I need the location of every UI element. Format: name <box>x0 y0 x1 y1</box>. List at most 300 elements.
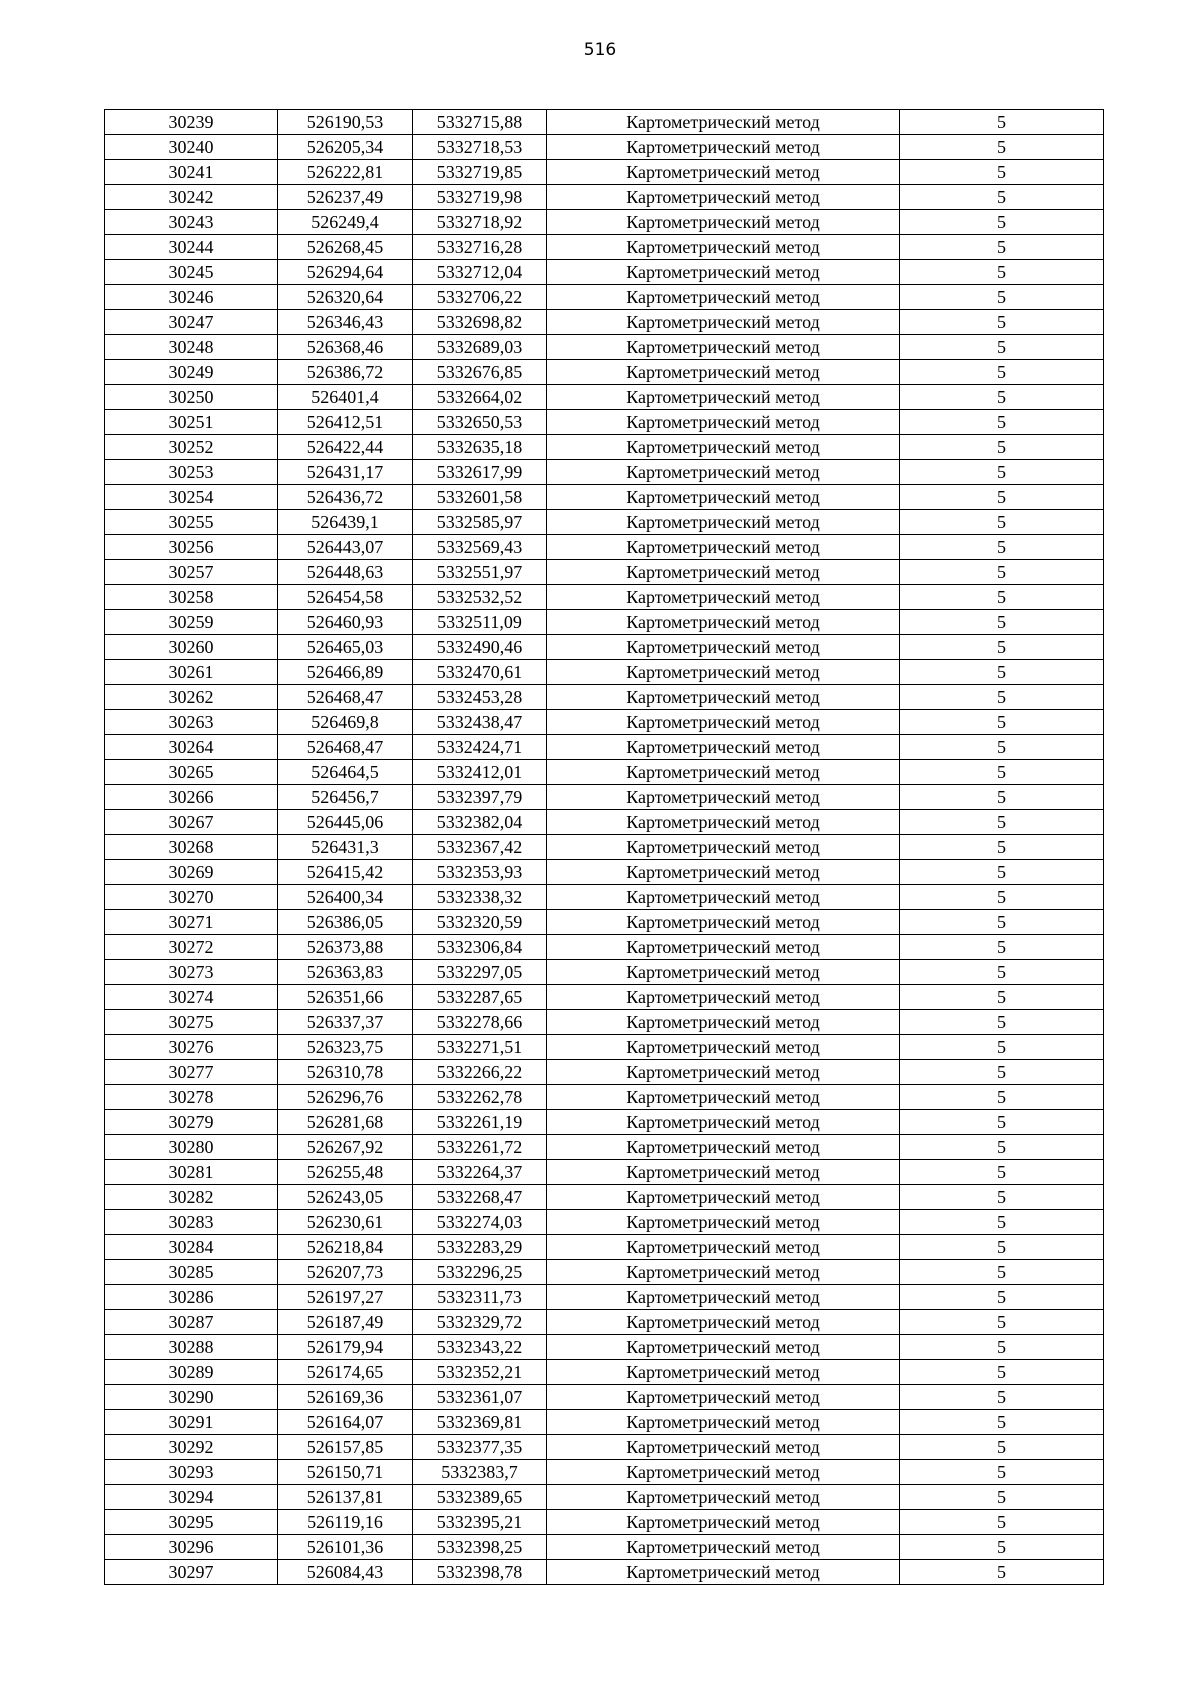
y-coordinate-cell: 5332719,98 <box>413 185 547 210</box>
point-number-cell: 30278 <box>105 1085 278 1110</box>
accuracy-cell: 5 <box>900 1060 1104 1085</box>
y-coordinate-cell: 5332532,52 <box>413 585 547 610</box>
method-cell: Картометрический метод <box>547 310 900 335</box>
table-row <box>105 610 1104 635</box>
method-cell: Картометрический метод <box>547 235 900 260</box>
y-coordinate-cell: 5332264,37 <box>413 1160 547 1185</box>
table-row <box>105 1110 1104 1135</box>
y-coordinate-cell: 5332718,53 <box>413 135 547 160</box>
method-cell: Картометрический метод <box>547 810 900 835</box>
table-row <box>105 335 1104 360</box>
point-number-cell: 30288 <box>105 1335 278 1360</box>
x-coordinate-cell: 526443,07 <box>278 535 413 560</box>
x-coordinate-cell: 526294,64 <box>278 260 413 285</box>
method-cell: Картометрический метод <box>547 635 900 660</box>
x-coordinate-cell: 526267,92 <box>278 1135 413 1160</box>
x-coordinate-cell: 526323,75 <box>278 1035 413 1060</box>
point-number-cell: 30251 <box>105 410 278 435</box>
x-coordinate-cell: 526363,83 <box>278 960 413 985</box>
table-row <box>105 1085 1104 1110</box>
x-coordinate-cell: 526445,06 <box>278 810 413 835</box>
method-cell: Картометрический метод <box>547 510 900 535</box>
point-number-cell: 30252 <box>105 435 278 460</box>
accuracy-cell: 5 <box>900 460 1104 485</box>
x-coordinate-cell: 526169,36 <box>278 1385 413 1410</box>
accuracy-cell: 5 <box>900 385 1104 410</box>
y-coordinate-cell: 5332585,97 <box>413 510 547 535</box>
method-cell: Картометрический метод <box>547 785 900 810</box>
y-coordinate-cell: 5332369,81 <box>413 1410 547 1435</box>
y-coordinate-cell: 5332383,7 <box>413 1460 547 1485</box>
method-cell: Картометрический метод <box>547 535 900 560</box>
y-coordinate-cell: 5332718,92 <box>413 210 547 235</box>
y-coordinate-cell: 5332551,97 <box>413 560 547 585</box>
accuracy-cell: 5 <box>900 335 1104 360</box>
table-row <box>105 1460 1104 1485</box>
method-cell: Картометрический метод <box>547 760 900 785</box>
x-coordinate-cell: 526454,58 <box>278 585 413 610</box>
y-coordinate-cell: 5332278,66 <box>413 1010 547 1035</box>
accuracy-cell: 5 <box>900 585 1104 610</box>
table-row <box>105 1510 1104 1535</box>
point-number-cell: 30292 <box>105 1435 278 1460</box>
table-row <box>105 185 1104 210</box>
method-cell: Картометрический метод <box>547 860 900 885</box>
table-row <box>105 1285 1104 1310</box>
accuracy-cell: 5 <box>900 1185 1104 1210</box>
point-number-cell: 30240 <box>105 135 278 160</box>
method-cell: Картометрический метод <box>547 1285 900 1310</box>
y-coordinate-cell: 5332617,99 <box>413 460 547 485</box>
table-row <box>105 1435 1104 1460</box>
point-number-cell: 30242 <box>105 185 278 210</box>
accuracy-cell: 5 <box>900 935 1104 960</box>
method-cell: Картометрический метод <box>547 1310 900 1335</box>
point-number-cell: 30239 <box>105 110 278 135</box>
method-cell: Картометрический метод <box>547 385 900 410</box>
accuracy-cell: 5 <box>900 1160 1104 1185</box>
x-coordinate-cell: 526412,51 <box>278 410 413 435</box>
x-coordinate-cell: 526179,94 <box>278 1335 413 1360</box>
table-row <box>105 410 1104 435</box>
point-number-cell: 30285 <box>105 1260 278 1285</box>
y-coordinate-cell: 5332367,42 <box>413 835 547 860</box>
y-coordinate-cell: 5332470,61 <box>413 660 547 685</box>
table-row <box>105 760 1104 785</box>
accuracy-cell: 5 <box>900 1535 1104 1560</box>
method-cell: Картометрический метод <box>547 1110 900 1135</box>
y-coordinate-cell: 5332296,25 <box>413 1260 547 1285</box>
accuracy-cell: 5 <box>900 985 1104 1010</box>
table-row <box>105 960 1104 985</box>
accuracy-cell: 5 <box>900 135 1104 160</box>
table-row <box>105 160 1104 185</box>
point-number-cell: 30286 <box>105 1285 278 1310</box>
method-cell: Картометрический метод <box>547 285 900 310</box>
method-cell: Картометрический метод <box>547 1010 900 1035</box>
method-cell: Картометрический метод <box>547 560 900 585</box>
y-coordinate-cell: 5332398,25 <box>413 1535 547 1560</box>
x-coordinate-cell: 526164,07 <box>278 1410 413 1435</box>
point-number-cell: 30265 <box>105 760 278 785</box>
method-cell: Картометрический метод <box>547 735 900 760</box>
table-row <box>105 1060 1104 1085</box>
accuracy-cell: 5 <box>900 560 1104 585</box>
x-coordinate-cell: 526400,34 <box>278 885 413 910</box>
method-cell: Картометрический метод <box>547 960 900 985</box>
x-coordinate-cell: 526230,61 <box>278 1210 413 1235</box>
x-coordinate-cell: 526197,27 <box>278 1285 413 1310</box>
x-coordinate-cell: 526422,44 <box>278 435 413 460</box>
accuracy-cell: 5 <box>900 885 1104 910</box>
table-row <box>105 560 1104 585</box>
x-coordinate-cell: 526157,85 <box>278 1435 413 1460</box>
y-coordinate-cell: 5332261,19 <box>413 1110 547 1135</box>
y-coordinate-cell: 5332453,28 <box>413 685 547 710</box>
point-number-cell: 30291 <box>105 1410 278 1435</box>
method-cell: Картометрический метод <box>547 985 900 1010</box>
x-coordinate-cell: 526464,5 <box>278 760 413 785</box>
x-coordinate-cell: 526174,65 <box>278 1360 413 1385</box>
point-number-cell: 30276 <box>105 1035 278 1060</box>
point-number-cell: 30297 <box>105 1560 278 1585</box>
accuracy-cell: 5 <box>900 110 1104 135</box>
y-coordinate-cell: 5332698,82 <box>413 310 547 335</box>
table-row <box>105 535 1104 560</box>
method-cell: Картометрический метод <box>547 610 900 635</box>
table-row <box>105 1260 1104 1285</box>
table-row <box>105 1185 1104 1210</box>
y-coordinate-cell: 5332352,21 <box>413 1360 547 1385</box>
x-coordinate-cell: 526415,42 <box>278 860 413 885</box>
y-coordinate-cell: 5332395,21 <box>413 1510 547 1535</box>
point-number-cell: 30289 <box>105 1360 278 1385</box>
y-coordinate-cell: 5332715,88 <box>413 110 547 135</box>
accuracy-cell: 5 <box>900 360 1104 385</box>
table-row <box>105 1310 1104 1335</box>
y-coordinate-cell: 5332397,79 <box>413 785 547 810</box>
accuracy-cell: 5 <box>900 1385 1104 1410</box>
point-number-cell: 30253 <box>105 460 278 485</box>
x-coordinate-cell: 526268,45 <box>278 235 413 260</box>
method-cell: Картометрический метод <box>547 1060 900 1085</box>
method-cell: Картометрический метод <box>547 1360 900 1385</box>
table-row <box>105 1385 1104 1410</box>
y-coordinate-cell: 5332283,29 <box>413 1235 547 1260</box>
method-cell: Картометрический метод <box>547 1435 900 1460</box>
x-coordinate-cell: 526249,4 <box>278 210 413 235</box>
y-coordinate-cell: 5332438,47 <box>413 710 547 735</box>
table-row <box>105 1410 1104 1435</box>
accuracy-cell: 5 <box>900 785 1104 810</box>
x-coordinate-cell: 526205,34 <box>278 135 413 160</box>
point-number-cell: 30255 <box>105 510 278 535</box>
table-row <box>105 310 1104 335</box>
accuracy-cell: 5 <box>900 185 1104 210</box>
y-coordinate-cell: 5332271,51 <box>413 1035 547 1060</box>
accuracy-cell: 5 <box>900 635 1104 660</box>
accuracy-cell: 5 <box>900 1085 1104 1110</box>
table-row <box>105 1560 1104 1585</box>
x-coordinate-cell: 526337,37 <box>278 1010 413 1035</box>
method-cell: Картометрический метод <box>547 260 900 285</box>
accuracy-cell: 5 <box>900 1435 1104 1460</box>
x-coordinate-cell: 526469,8 <box>278 710 413 735</box>
accuracy-cell: 5 <box>900 685 1104 710</box>
point-number-cell: 30243 <box>105 210 278 235</box>
table-row <box>105 835 1104 860</box>
method-cell: Картометрический метод <box>547 1085 900 1110</box>
y-coordinate-cell: 5332664,02 <box>413 385 547 410</box>
method-cell: Картометрический метод <box>547 1535 900 1560</box>
point-number-cell: 30241 <box>105 160 278 185</box>
point-number-cell: 30282 <box>105 1185 278 1210</box>
x-coordinate-cell: 526207,73 <box>278 1260 413 1285</box>
table-row <box>105 910 1104 935</box>
point-number-cell: 30246 <box>105 285 278 310</box>
point-number-cell: 30257 <box>105 560 278 585</box>
x-coordinate-cell: 526237,49 <box>278 185 413 210</box>
table-row <box>105 1010 1104 1035</box>
x-coordinate-cell: 526466,89 <box>278 660 413 685</box>
x-coordinate-cell: 526460,93 <box>278 610 413 635</box>
x-coordinate-cell: 526351,66 <box>278 985 413 1010</box>
point-number-cell: 30296 <box>105 1535 278 1560</box>
table-row <box>105 460 1104 485</box>
x-coordinate-cell: 526465,03 <box>278 635 413 660</box>
method-cell: Картометрический метод <box>547 685 900 710</box>
method-cell: Картометрический метод <box>547 210 900 235</box>
accuracy-cell: 5 <box>900 1235 1104 1260</box>
x-coordinate-cell: 526101,36 <box>278 1535 413 1560</box>
x-coordinate-cell: 526150,71 <box>278 1460 413 1485</box>
y-coordinate-cell: 5332412,01 <box>413 760 547 785</box>
x-coordinate-cell: 526255,48 <box>278 1160 413 1185</box>
y-coordinate-cell: 5332601,58 <box>413 485 547 510</box>
coordinates-table-body <box>105 110 1104 1585</box>
y-coordinate-cell: 5332306,84 <box>413 935 547 960</box>
y-coordinate-cell: 5332676,85 <box>413 360 547 385</box>
accuracy-cell: 5 <box>900 610 1104 635</box>
point-number-cell: 30281 <box>105 1160 278 1185</box>
x-coordinate-cell: 526281,68 <box>278 1110 413 1135</box>
accuracy-cell: 5 <box>900 1335 1104 1360</box>
method-cell: Картометрический метод <box>547 335 900 360</box>
point-number-cell: 30247 <box>105 310 278 335</box>
table-row <box>105 285 1104 310</box>
table-row <box>105 660 1104 685</box>
table-row <box>105 860 1104 885</box>
point-number-cell: 30245 <box>105 260 278 285</box>
point-number-cell: 30295 <box>105 1510 278 1535</box>
method-cell: Картометрический метод <box>547 1335 900 1360</box>
table-row <box>105 385 1104 410</box>
method-cell: Картометрический метод <box>547 1235 900 1260</box>
method-cell: Картометрический метод <box>547 185 900 210</box>
table-row <box>105 210 1104 235</box>
method-cell: Картометрический метод <box>547 1185 900 1210</box>
accuracy-cell: 5 <box>900 310 1104 335</box>
table-row <box>105 710 1104 735</box>
y-coordinate-cell: 5332274,03 <box>413 1210 547 1235</box>
x-coordinate-cell: 526386,72 <box>278 360 413 385</box>
point-number-cell: 30262 <box>105 685 278 710</box>
x-coordinate-cell: 526187,49 <box>278 1310 413 1335</box>
point-number-cell: 30272 <box>105 935 278 960</box>
table-row <box>105 585 1104 610</box>
method-cell: Картометрический метод <box>547 1260 900 1285</box>
x-coordinate-cell: 526431,17 <box>278 460 413 485</box>
method-cell: Картометрический метод <box>547 585 900 610</box>
y-coordinate-cell: 5332266,22 <box>413 1060 547 1085</box>
point-number-cell: 30293 <box>105 1460 278 1485</box>
point-number-cell: 30274 <box>105 985 278 1010</box>
accuracy-cell: 5 <box>900 410 1104 435</box>
table-row <box>105 485 1104 510</box>
table-row <box>105 1335 1104 1360</box>
accuracy-cell: 5 <box>900 485 1104 510</box>
table-row <box>105 685 1104 710</box>
point-number-cell: 30264 <box>105 735 278 760</box>
method-cell: Картометрический метод <box>547 110 900 135</box>
table-row <box>105 135 1104 160</box>
x-coordinate-cell: 526243,05 <box>278 1185 413 1210</box>
y-coordinate-cell: 5332511,09 <box>413 610 547 635</box>
method-cell: Картометрический метод <box>547 710 900 735</box>
method-cell: Картометрический метод <box>547 1210 900 1235</box>
accuracy-cell: 5 <box>900 860 1104 885</box>
method-cell: Картометрический метод <box>547 1385 900 1410</box>
y-coordinate-cell: 5332490,46 <box>413 635 547 660</box>
x-coordinate-cell: 526218,84 <box>278 1235 413 1260</box>
table-row <box>105 435 1104 460</box>
point-number-cell: 30290 <box>105 1385 278 1410</box>
accuracy-cell: 5 <box>900 285 1104 310</box>
point-number-cell: 30256 <box>105 535 278 560</box>
table-row <box>105 635 1104 660</box>
x-coordinate-cell: 526436,72 <box>278 485 413 510</box>
method-cell: Картометрический метод <box>547 135 900 160</box>
y-coordinate-cell: 5332320,59 <box>413 910 547 935</box>
accuracy-cell: 5 <box>900 535 1104 560</box>
table-row <box>105 785 1104 810</box>
accuracy-cell: 5 <box>900 735 1104 760</box>
y-coordinate-cell: 5332424,71 <box>413 735 547 760</box>
accuracy-cell: 5 <box>900 1560 1104 1585</box>
accuracy-cell: 5 <box>900 810 1104 835</box>
point-number-cell: 30273 <box>105 960 278 985</box>
point-number-cell: 30284 <box>105 1235 278 1260</box>
method-cell: Картометрический метод <box>547 660 900 685</box>
table-row <box>105 1135 1104 1160</box>
page-number: 516 <box>583 40 617 60</box>
table-row <box>105 935 1104 960</box>
accuracy-cell: 5 <box>900 1110 1104 1135</box>
point-number-cell: 30268 <box>105 835 278 860</box>
x-coordinate-cell: 526431,3 <box>278 835 413 860</box>
table-row <box>105 1485 1104 1510</box>
y-coordinate-cell: 5332377,35 <box>413 1435 547 1460</box>
method-cell: Картометрический метод <box>547 1510 900 1535</box>
table-row <box>105 1160 1104 1185</box>
method-cell: Картометрический метод <box>547 885 900 910</box>
accuracy-cell: 5 <box>900 210 1104 235</box>
x-coordinate-cell: 526310,78 <box>278 1060 413 1085</box>
accuracy-cell: 5 <box>900 910 1104 935</box>
method-cell: Картометрический метод <box>547 835 900 860</box>
accuracy-cell: 5 <box>900 510 1104 535</box>
y-coordinate-cell: 5332389,65 <box>413 1485 547 1510</box>
y-coordinate-cell: 5332716,28 <box>413 235 547 260</box>
accuracy-cell: 5 <box>900 1260 1104 1285</box>
table-row <box>105 510 1104 535</box>
accuracy-cell: 5 <box>900 1135 1104 1160</box>
x-coordinate-cell: 526137,81 <box>278 1485 413 1510</box>
method-cell: Картометрический метод <box>547 1460 900 1485</box>
point-number-cell: 30287 <box>105 1310 278 1335</box>
method-cell: Картометрический метод <box>547 1135 900 1160</box>
method-cell: Картометрический метод <box>547 1160 900 1185</box>
x-coordinate-cell: 526084,43 <box>278 1560 413 1585</box>
table-row <box>105 735 1104 760</box>
y-coordinate-cell: 5332329,72 <box>413 1310 547 1335</box>
method-cell: Картометрический метод <box>547 160 900 185</box>
method-cell: Картометрический метод <box>547 460 900 485</box>
point-number-cell: 30258 <box>105 585 278 610</box>
accuracy-cell: 5 <box>900 1310 1104 1335</box>
accuracy-cell: 5 <box>900 1485 1104 1510</box>
accuracy-cell: 5 <box>900 660 1104 685</box>
x-coordinate-cell: 526468,47 <box>278 735 413 760</box>
y-coordinate-cell: 5332689,03 <box>413 335 547 360</box>
point-number-cell: 30275 <box>105 1010 278 1035</box>
point-number-cell: 30266 <box>105 785 278 810</box>
y-coordinate-cell: 5332338,32 <box>413 885 547 910</box>
accuracy-cell: 5 <box>900 1410 1104 1435</box>
accuracy-cell: 5 <box>900 235 1104 260</box>
point-number-cell: 30270 <box>105 885 278 910</box>
x-coordinate-cell: 526468,47 <box>278 685 413 710</box>
table-row <box>105 360 1104 385</box>
table-row <box>105 985 1104 1010</box>
y-coordinate-cell: 5332262,78 <box>413 1085 547 1110</box>
table-row <box>105 810 1104 835</box>
method-cell: Картометрический метод <box>547 360 900 385</box>
method-cell: Картометрический метод <box>547 935 900 960</box>
point-number-cell: 30259 <box>105 610 278 635</box>
y-coordinate-cell: 5332712,04 <box>413 260 547 285</box>
accuracy-cell: 5 <box>900 1360 1104 1385</box>
accuracy-cell: 5 <box>900 1460 1104 1485</box>
point-number-cell: 30267 <box>105 810 278 835</box>
point-number-cell: 30249 <box>105 360 278 385</box>
x-coordinate-cell: 526456,7 <box>278 785 413 810</box>
x-coordinate-cell: 526119,16 <box>278 1510 413 1535</box>
accuracy-cell: 5 <box>900 160 1104 185</box>
table-row <box>105 235 1104 260</box>
table-row <box>105 1535 1104 1560</box>
y-coordinate-cell: 5332719,85 <box>413 160 547 185</box>
table-row <box>105 1210 1104 1235</box>
method-cell: Картометрический метод <box>547 1485 900 1510</box>
table-row <box>105 260 1104 285</box>
x-coordinate-cell: 526373,88 <box>278 935 413 960</box>
accuracy-cell: 5 <box>900 1210 1104 1235</box>
y-coordinate-cell: 5332261,72 <box>413 1135 547 1160</box>
method-cell: Картометрический метод <box>547 1560 900 1585</box>
point-number-cell: 30279 <box>105 1110 278 1135</box>
y-coordinate-cell: 5332353,93 <box>413 860 547 885</box>
